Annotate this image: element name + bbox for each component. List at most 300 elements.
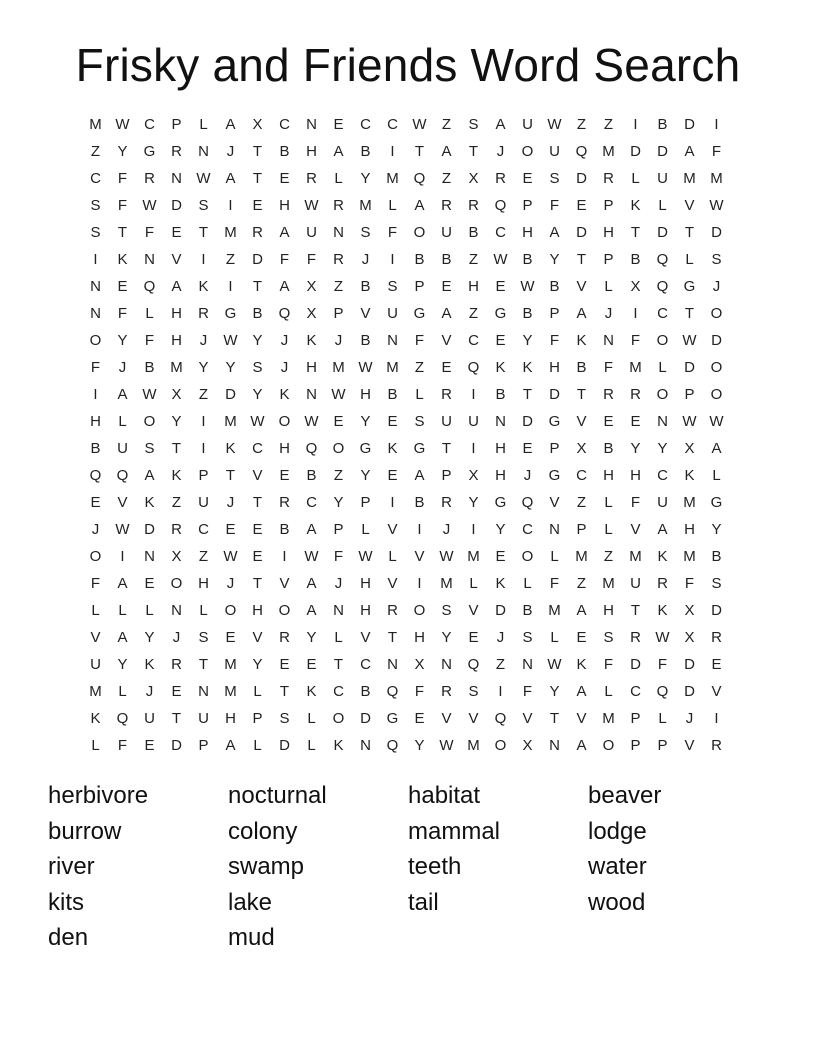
grid-letter: T: [252, 575, 263, 592]
grid-letter: B: [360, 143, 371, 160]
grid-letter: R: [441, 494, 452, 511]
grid-letter: W: [493, 251, 508, 268]
grid-letter: M: [575, 548, 588, 565]
grid-letter: U: [90, 656, 101, 673]
grid-letter: V: [252, 467, 263, 484]
grid-letter: R: [630, 386, 641, 403]
grid-letter: E: [603, 413, 614, 430]
grid-letter: Q: [413, 170, 426, 187]
grid-letter: U: [549, 143, 560, 160]
grid-letter: P: [630, 737, 641, 754]
grid-letter: Y: [117, 143, 128, 160]
grid-letter: D: [549, 386, 560, 403]
grid-letter: E: [711, 656, 722, 673]
grid-letter: S: [711, 575, 722, 592]
grid-letter: M: [629, 548, 642, 565]
grid-letter: A: [279, 278, 290, 295]
grid-letter: H: [198, 575, 209, 592]
grid-letter: A: [711, 440, 722, 457]
grid-letter: Q: [521, 494, 534, 511]
grid-letter: W: [223, 332, 238, 349]
grid-letter: E: [90, 494, 101, 511]
grid-letter: P: [171, 116, 182, 133]
grid-letter: N: [549, 521, 560, 538]
grid-letter: M: [683, 494, 696, 511]
grid-letter: U: [144, 710, 155, 727]
grid-letter: L: [604, 521, 613, 538]
grid-letter: W: [304, 413, 319, 430]
grid-letter: X: [630, 278, 641, 295]
grid-letter: L: [550, 548, 559, 565]
grid-letter: Y: [414, 737, 425, 754]
grid-letter: G: [413, 440, 426, 457]
grid-letter: T: [279, 683, 290, 700]
grid-letter: X: [522, 737, 533, 754]
grid-letter: V: [576, 710, 587, 727]
grid-letter: O: [413, 224, 426, 241]
grid-letter: P: [603, 197, 614, 214]
grid-letter: F: [414, 683, 425, 700]
grid-letter: H: [90, 413, 101, 430]
grid-letter: L: [361, 521, 370, 538]
grid-letter: Z: [414, 359, 425, 376]
grid-letter: E: [279, 170, 290, 187]
grid-letter: Z: [603, 116, 614, 133]
grid-letter: A: [549, 224, 560, 241]
grid-letter: X: [468, 170, 479, 187]
grid-letter: V: [711, 683, 722, 700]
grid-letter: U: [522, 116, 533, 133]
grid-letter: F: [279, 251, 290, 268]
grid-letter: D: [684, 359, 695, 376]
grid-letter: I: [498, 683, 503, 700]
grid-letter: E: [252, 521, 263, 538]
grid-letter: I: [93, 251, 98, 268]
grid-letter: C: [279, 116, 290, 133]
grid-letter: A: [306, 575, 317, 592]
grid-letter: T: [171, 710, 182, 727]
grid-letter: V: [171, 251, 182, 268]
grid-letter: J: [226, 494, 235, 511]
grid-letter: H: [603, 224, 614, 241]
grid-letter: F: [387, 224, 398, 241]
grid-letter: P: [630, 710, 641, 727]
grid-letter: T: [684, 224, 695, 241]
grid-letter: D: [684, 656, 695, 673]
grid-letter: W: [358, 548, 373, 565]
grid-letter: A: [414, 197, 425, 214]
grid-letter: J: [334, 575, 343, 592]
grid-letter: N: [90, 278, 101, 295]
grid-letter: E: [387, 413, 398, 430]
grid-letter: R: [630, 629, 641, 646]
grid-letter: H: [279, 440, 290, 457]
grid-letter: M: [386, 170, 399, 187]
grid-letter: J: [280, 359, 289, 376]
grid-letter: E: [522, 170, 533, 187]
grid-letter: B: [522, 305, 533, 322]
grid-letter: B: [522, 602, 533, 619]
grid-letter: D: [711, 602, 722, 619]
word-list-item: beaver: [588, 782, 662, 809]
grid-letter: G: [359, 440, 372, 457]
grid-letter: Y: [657, 440, 668, 457]
grid-letter: N: [522, 656, 533, 673]
word-list-item: kits: [48, 888, 84, 916]
grid-letter: S: [144, 440, 155, 457]
grid-letter: Z: [468, 251, 479, 268]
grid-letter: O: [89, 548, 102, 565]
grid-letter: E: [495, 548, 506, 565]
grid-letter: J: [226, 575, 235, 592]
grid-letter: F: [117, 737, 128, 754]
grid-letter: P: [549, 305, 560, 322]
grid-letter: E: [252, 197, 263, 214]
grid-letter: R: [333, 251, 344, 268]
grid-letter: E: [495, 332, 506, 349]
grid-letter: O: [521, 143, 534, 160]
grid-letter: F: [630, 494, 641, 511]
grid-letter: K: [630, 197, 641, 214]
grid-letter: K: [144, 656, 155, 673]
grid-letter: K: [576, 656, 587, 673]
grid-letter: A: [414, 467, 425, 484]
grid-letter: O: [710, 359, 723, 376]
grid-letter: W: [142, 386, 157, 403]
grid-letter: R: [171, 521, 182, 538]
grid-letter: Q: [386, 683, 399, 700]
grid-letter: T: [630, 602, 641, 619]
grid-letter: Q: [89, 467, 102, 484]
grid-letter: N: [603, 332, 614, 349]
grid-letter: W: [655, 629, 670, 646]
grid-letter: J: [145, 683, 154, 700]
grid-letter: K: [171, 467, 182, 484]
grid-letter: W: [709, 197, 724, 214]
grid-letter: M: [89, 683, 102, 700]
grid-letter: R: [252, 224, 263, 241]
grid-letter: L: [334, 170, 343, 187]
grid-letter: T: [198, 224, 209, 241]
grid-letter: B: [522, 251, 533, 268]
grid-letter: C: [360, 116, 371, 133]
grid-letter: Z: [441, 170, 452, 187]
grid-letter: S: [198, 197, 209, 214]
grid-letter: T: [630, 224, 641, 241]
grid-letter: P: [333, 305, 344, 322]
grid-letter: H: [306, 143, 317, 160]
grid-letter: C: [657, 467, 668, 484]
grid-letter: R: [279, 494, 290, 511]
grid-letter: Z: [198, 386, 209, 403]
grid-letter: C: [657, 305, 668, 322]
grid-letter: K: [657, 548, 668, 565]
grid-letter: I: [471, 440, 476, 457]
grid-letter: D: [171, 197, 182, 214]
grid-letter: B: [90, 440, 101, 457]
grid-letter: J: [685, 710, 694, 727]
grid-letter: V: [441, 710, 452, 727]
grid-letter: F: [90, 359, 101, 376]
grid-letter: L: [604, 683, 613, 700]
grid-letter: V: [576, 413, 587, 430]
grid-letter: R: [306, 170, 317, 187]
grid-letter: B: [360, 683, 371, 700]
grid-letter: H: [252, 602, 263, 619]
grid-letter: Z: [333, 467, 344, 484]
grid-letter: Y: [360, 170, 371, 187]
grid-letter: F: [549, 575, 560, 592]
grid-letter: K: [684, 467, 695, 484]
grid-letter: J: [199, 332, 208, 349]
grid-letter: B: [387, 386, 398, 403]
grid-letter: A: [225, 116, 236, 133]
grid-letter: N: [306, 116, 317, 133]
grid-letter: Y: [495, 521, 506, 538]
grid-letter: M: [224, 413, 237, 430]
grid-letter: V: [522, 710, 533, 727]
grid-letter: N: [333, 602, 344, 619]
grid-letter: K: [279, 386, 290, 403]
grid-letter: N: [387, 656, 398, 673]
grid-letter: W: [115, 116, 130, 133]
grid-letter: I: [390, 494, 395, 511]
grid-letter: E: [279, 467, 290, 484]
grid-letter: M: [710, 170, 723, 187]
grid-letter: G: [683, 278, 696, 295]
grid-letter: H: [603, 467, 614, 484]
grid-letter: J: [361, 251, 370, 268]
grid-letter: F: [414, 332, 425, 349]
grid-letter: Y: [360, 467, 371, 484]
grid-letter: M: [683, 170, 696, 187]
grid-letter: E: [576, 197, 587, 214]
grid-letter: Y: [306, 629, 317, 646]
grid-letter: B: [549, 278, 560, 295]
grid-letter: S: [90, 224, 101, 241]
grid-letter: O: [602, 737, 615, 754]
page-title: Frisky and Friends Word Search: [75, 39, 741, 91]
grid-letter: Q: [494, 197, 507, 214]
grid-letter: E: [441, 359, 452, 376]
grid-letter: S: [549, 170, 560, 187]
grid-letter: R: [603, 170, 614, 187]
grid-letter: Z: [576, 494, 587, 511]
grid-letter: P: [684, 386, 695, 403]
grid-letter: J: [91, 521, 100, 538]
grid-letter: O: [494, 737, 507, 754]
grid-letter: L: [118, 413, 127, 430]
grid-letter: I: [120, 548, 125, 565]
grid-letter: E: [468, 629, 479, 646]
grid-letter: G: [386, 710, 399, 727]
word-list-item: herbivore: [48, 782, 149, 809]
grid-letter: E: [225, 521, 236, 538]
grid-letter: L: [118, 602, 127, 619]
grid-letter: Q: [278, 305, 291, 322]
grid-letter: K: [522, 359, 533, 376]
grid-letter: D: [279, 737, 290, 754]
grid-letter: L: [415, 386, 424, 403]
grid-letter: M: [386, 359, 399, 376]
grid-letter: V: [387, 575, 398, 592]
grid-letter: U: [306, 224, 317, 241]
grid-letter: Y: [252, 386, 263, 403]
grid-letter: L: [253, 737, 262, 754]
grid-letter: F: [711, 143, 722, 160]
grid-letter: A: [576, 683, 587, 700]
grid-letter: V: [279, 575, 290, 592]
grid-letter: I: [201, 440, 206, 457]
grid-letter: M: [440, 575, 453, 592]
grid-letter: J: [334, 332, 343, 349]
grid-letter: R: [495, 170, 506, 187]
grid-letter: R: [441, 683, 452, 700]
grid-letter: B: [441, 251, 452, 268]
grid-letter: D: [144, 521, 155, 538]
grid-letter: K: [198, 278, 209, 295]
grid-letter: U: [657, 494, 668, 511]
grid-letter: D: [252, 251, 263, 268]
word-list-item: tail: [408, 888, 439, 916]
grid-letter: H: [522, 224, 533, 241]
grid-letter: Q: [305, 440, 318, 457]
grid-letter: D: [360, 710, 371, 727]
grid-letter: K: [495, 359, 506, 376]
grid-letter: U: [198, 710, 209, 727]
grid-letter: C: [387, 116, 398, 133]
grid-letter: T: [684, 305, 695, 322]
grid-letter: F: [117, 305, 128, 322]
grid-letter: K: [225, 440, 236, 457]
grid-letter: S: [360, 224, 371, 241]
grid-letter: X: [306, 278, 317, 295]
grid-letter: Q: [656, 683, 669, 700]
grid-letter: H: [225, 710, 236, 727]
grid-letter: Q: [116, 467, 129, 484]
grid-letter: D: [657, 143, 668, 160]
grid-letter: U: [117, 440, 128, 457]
grid-letter: F: [144, 224, 155, 241]
grid-letter: V: [360, 305, 371, 322]
grid-letter: N: [144, 548, 155, 565]
grid-letter: P: [657, 737, 668, 754]
grid-letter: U: [630, 575, 641, 592]
grid-letter: M: [467, 548, 480, 565]
grid-letter: L: [118, 683, 127, 700]
grid-letter: N: [549, 737, 560, 754]
grid-letter: F: [333, 548, 344, 565]
grid-letter: W: [250, 413, 265, 430]
grid-letter: S: [198, 629, 209, 646]
grid-letter: M: [602, 710, 615, 727]
grid-letter: K: [657, 602, 668, 619]
grid-letter: C: [198, 521, 209, 538]
grid-letter: M: [359, 197, 372, 214]
grid-letter: W: [439, 548, 454, 565]
word-list-item: river: [48, 853, 95, 880]
grid-letter: D: [576, 170, 587, 187]
grid-letter: H: [684, 521, 695, 538]
grid-letter: T: [576, 251, 587, 268]
grid-letter: N: [441, 656, 452, 673]
grid-letter: K: [495, 575, 506, 592]
grid-letter: W: [547, 656, 562, 673]
grid-letter: L: [253, 683, 262, 700]
grid-letter: U: [657, 170, 668, 187]
grid-letter: P: [576, 521, 587, 538]
grid-letter: C: [252, 440, 263, 457]
grid-letter: Z: [171, 494, 182, 511]
grid-letter: C: [333, 683, 344, 700]
grid-letter: L: [199, 602, 208, 619]
word-list-item: water: [588, 853, 647, 880]
grid-letter: Y: [117, 656, 128, 673]
grid-letter: A: [171, 278, 182, 295]
grid-letter: V: [684, 197, 695, 214]
grid-letter: E: [279, 656, 290, 673]
grid-letter: G: [548, 467, 561, 484]
grid-letter: F: [144, 332, 155, 349]
grid-letter: X: [414, 656, 425, 673]
grid-letter: D: [684, 683, 695, 700]
grid-letter: T: [252, 143, 263, 160]
grid-letter: A: [684, 143, 695, 160]
grid-letter: A: [495, 116, 506, 133]
grid-letter: M: [683, 548, 696, 565]
grid-letter: K: [117, 251, 128, 268]
grid-letter: G: [224, 305, 237, 322]
grid-letter: N: [90, 305, 101, 322]
grid-letter: K: [306, 332, 317, 349]
grid-letter: A: [657, 521, 668, 538]
word-list-item: teeth: [408, 853, 462, 880]
grid-letter: P: [522, 197, 533, 214]
grid-letter: F: [522, 683, 533, 700]
grid-letter: O: [89, 332, 102, 349]
grid-letter: N: [198, 143, 209, 160]
grid-letter: N: [387, 332, 398, 349]
grid-letter: D: [711, 224, 722, 241]
grid-letter: X: [576, 440, 587, 457]
grid-letter: I: [471, 521, 476, 538]
grid-letter: R: [333, 197, 344, 214]
grid-letter: Z: [333, 278, 344, 295]
grid-letter: F: [630, 332, 641, 349]
grid-letter: G: [413, 305, 426, 322]
grid-letter: J: [280, 332, 289, 349]
grid-letter: E: [414, 710, 425, 727]
grid-letter: U: [468, 413, 479, 430]
grid-letter: D: [225, 386, 236, 403]
grid-letter: Y: [711, 521, 722, 538]
grid-letter: E: [495, 278, 506, 295]
grid-letter: C: [522, 521, 533, 538]
grid-letter: H: [630, 467, 641, 484]
grid-letter: O: [278, 602, 291, 619]
grid-letter: F: [549, 197, 560, 214]
grid-letter: Y: [441, 629, 452, 646]
grid-letter: L: [145, 305, 154, 322]
grid-letter: B: [360, 332, 371, 349]
grid-letter: B: [279, 521, 290, 538]
grid-letter: B: [576, 359, 587, 376]
grid-letter: R: [603, 386, 614, 403]
grid-letter: D: [522, 413, 533, 430]
grid-letter: R: [657, 575, 668, 592]
grid-letter: A: [117, 386, 128, 403]
grid-letter: Q: [467, 656, 480, 673]
